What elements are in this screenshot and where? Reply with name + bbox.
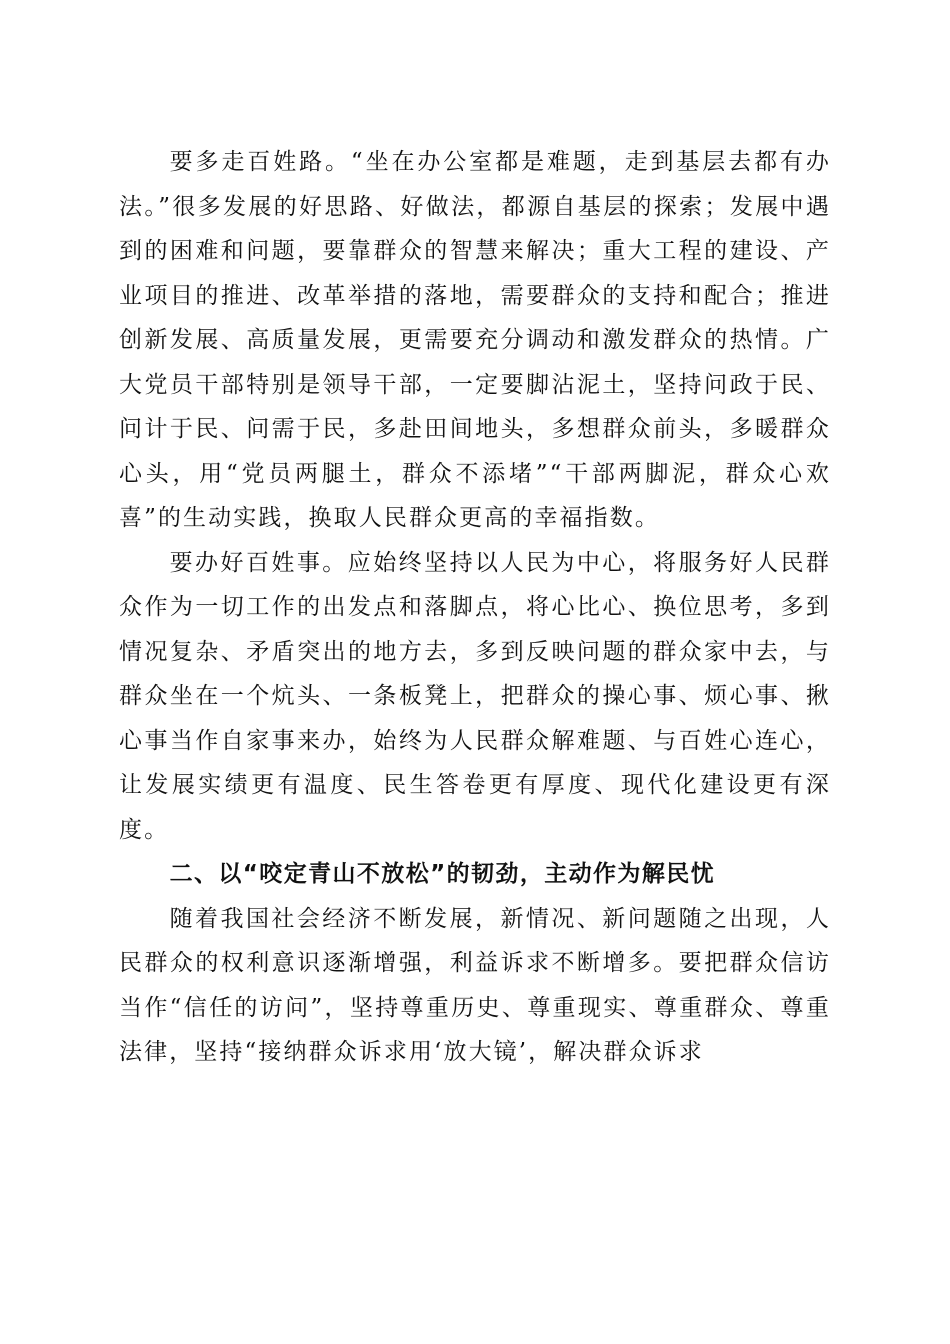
paragraph-petitions: 随着我国社会经济不断发展，新情况、新问题随之出现，人民群众的权利意识逐渐增强，利益诉求不断增多。要把群众信访当作“信任的访问”，坚持尊重历史、尊重现实、尊重群众、尊重法律，坚持“接纳群众诉求用‘放大镜’，解决群众诉求 bbox=[119, 905, 831, 1065]
document-body bbox=[119, 140, 831, 1075]
paragraph-serve-people: 要办好百姓事。应始终坚持以人民为中心，将服务好人民群众作为一切工作的出发点和落脚点，将心比心、换位思考，多到情况复杂、矛盾突出的地方去，多到反映问题的群众家中去，与群众坐在一个炕头、一条板凳上，把群众的操心事、烦心事、揪心事当作自家事来办，始终为人民群众解难题、与百姓心连心，让发展实绩更有温度、民生答卷更有厚度、现代化建设更有深度。 bbox=[119, 549, 831, 843]
paragraph-visit-people: 要多走百姓路。“坐在办公室都是难题，走到基层去都有办法。”很多发展的好思路、好做法，都源自基层的探索；发展中遇到的困难和问题，要靠群众的智慧来解决；重大工程的建设、产业项目的推进、改革举措的落地，需要群众的支持和配合；推进创新发展、高质量发展，更需要充分调动和激发群众的热情。广大党员干部特别是领导干部，一定要脚沾泥土，坚持问政于民、问计于民、问需于民，多赴田间地头，多想群众前头，多暖群众心头，用“党员两腿土，群众不添堵”“干部两脚泥，群众心欢喜”的生动实践，换取人民群众更高的幸福指数。 bbox=[119, 149, 831, 531]
section-heading: 二、以“咬定青山不放松”的韧劲，主动作为解民忧 bbox=[169, 861, 716, 887]
